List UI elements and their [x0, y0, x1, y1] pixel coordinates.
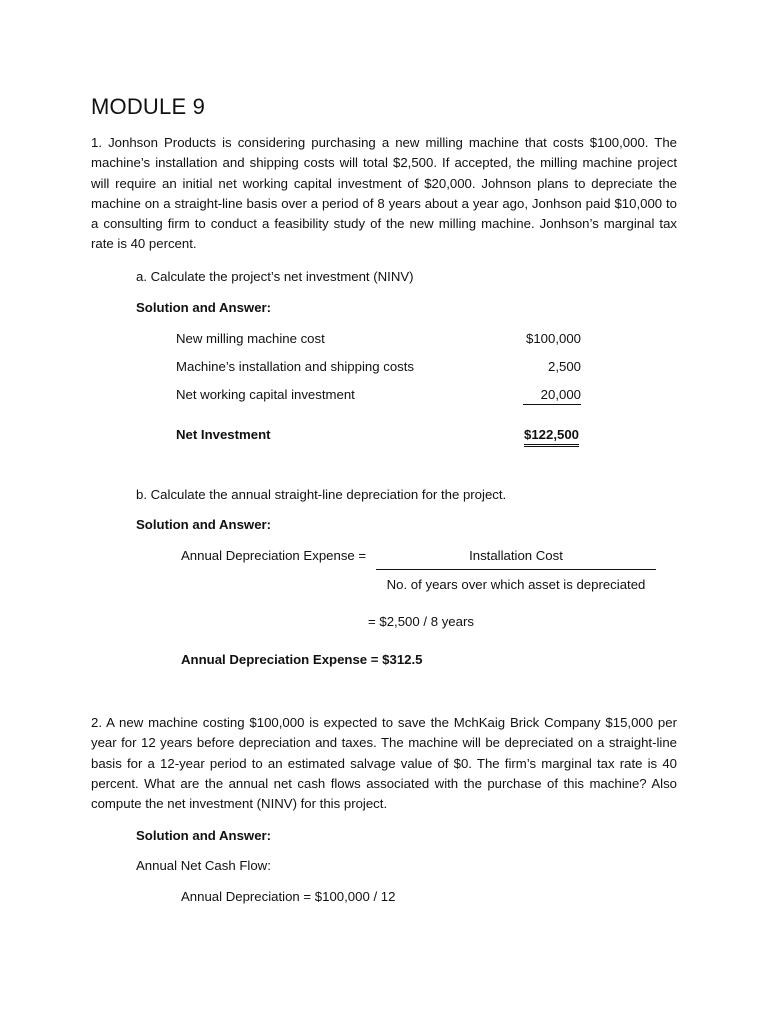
- page-title: MODULE 9: [91, 94, 206, 119]
- net-investment-value: $122,500: [524, 426, 579, 447]
- question-1-text: 1. Jonhson Products is considering purchasing a new milling machine that costs $100,000. The machine’s installation and shipping costs will total $2,500. If accepted, the milling machine project will require an initial net working capital investment of $20,000. Johnson plans to depreciate the machine on a straight-line basis over a period of 8 years about a year ago, Jonhson paid $10,000 to a consulting firm to conduct a feasibility study of the new milling machine. Jonhson’s marginal tax rate is 40 percent.: [91, 135, 677, 252]
- fraction-bar: [376, 569, 656, 570]
- formula-denominator: No. of years over which asset is depreciated: [386, 577, 646, 592]
- depreciation-result: Annual Depreciation Expense = $312.5: [181, 652, 423, 667]
- item-value-installation: 2,500: [547, 359, 581, 374]
- annual-depreciation-line: Annual Depreciation = $100,000 / 12: [181, 889, 396, 904]
- net-investment-label: Net Investment: [176, 427, 271, 442]
- item-label-machine-cost: New milling machine cost: [176, 331, 325, 346]
- item-value-machine-cost: $100,000: [525, 331, 581, 346]
- item-label-working-capital: Net working capital investment: [176, 387, 355, 402]
- question-1-part-b: b. Calculate the annual straight-line depreciation for the project.: [136, 487, 507, 502]
- question-1-part-a: a. Calculate the project’s net investment (NINV): [136, 269, 414, 284]
- solution-label-q2: Solution and Answer:: [136, 828, 272, 843]
- item-label-installation: Machine’s installation and shipping costs: [176, 359, 415, 374]
- question-2-text: 2. A new machine costing $100,000 is expected to save the MchKaig Brick Company $15,000 per year for 12 years before depreciation and taxes. The machine will be depreciated on a straight-line basis for a 12-year period to an estimated salvage value of $0. The firm’s marginal tax rate is 40 percent. What are the annual net cash flows associated with the purchase of this machine? Also compute the net investment (NINV) for this project.: [91, 715, 677, 812]
- subtotal-underline: [523, 404, 581, 405]
- formula-lhs: Annual Depreciation Expense =: [181, 548, 367, 563]
- depreciation-computation: = $2,500 / 8 years: [368, 614, 474, 629]
- annual-net-cash-flow-heading: Annual Net Cash Flow:: [136, 858, 271, 873]
- solution-label-a: Solution and Answer:: [136, 300, 272, 315]
- formula-numerator: Installation Cost: [469, 548, 563, 563]
- solution-label-b: Solution and Answer:: [136, 517, 272, 532]
- item-value-working-capital: 20,000: [540, 387, 581, 402]
